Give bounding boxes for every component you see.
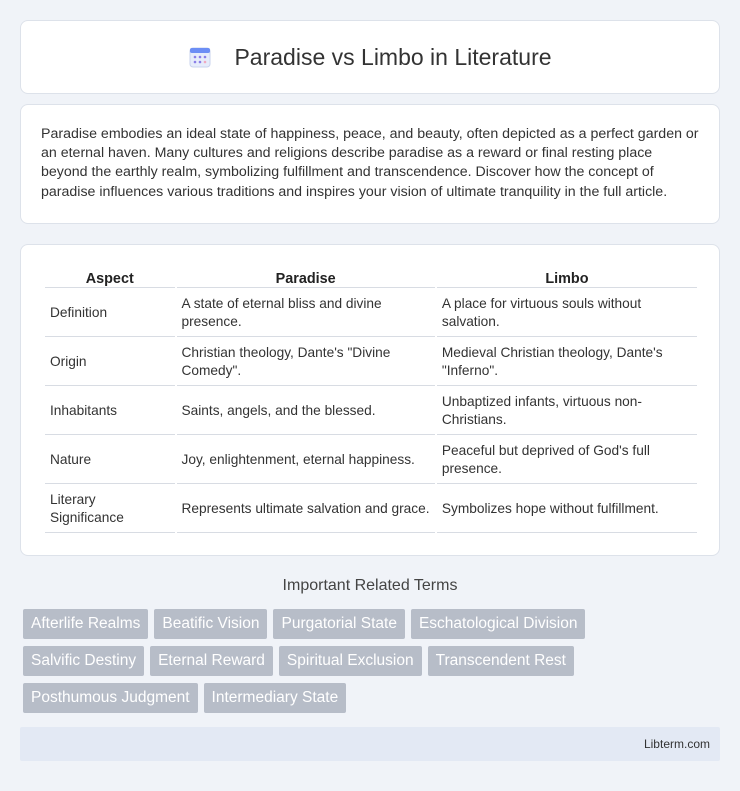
comparison-card (20, 244, 720, 556)
footer (20, 727, 720, 761)
related-terms-heading: Important Related Terms (282, 577, 458, 594)
related-terms-list (23, 609, 723, 720)
table-cell: Literary Significance (45, 486, 175, 533)
table-cell: Unbaptized infants, virtuous non-Christians. (437, 388, 697, 435)
tag-posthumous-judgment[interactable]: Posthumous Judgment (23, 683, 198, 713)
tag-afterlife-realms[interactable]: Afterlife Realms (23, 609, 148, 639)
table-row (45, 290, 697, 337)
tag-transcendent-rest[interactable]: Transcendent Rest (428, 646, 574, 676)
table-cell: Origin (45, 339, 175, 386)
table-cell: Nature (45, 437, 175, 484)
page-title: Paradise vs Limbo in Literature (234, 43, 552, 70)
comparison-table (43, 266, 699, 535)
tag-spiritual-exclusion[interactable]: Spiritual Exclusion (279, 646, 422, 676)
title-card (20, 20, 720, 94)
table-cell: Symbolizes hope without fulfillment. (437, 486, 697, 533)
intro-card (20, 104, 720, 224)
table-cell: Christian theology, Dante's "Divine Comedy". (177, 339, 435, 386)
tag-eternal-reward[interactable]: Eternal Reward (150, 646, 273, 676)
table-cell: Joy, enlightenment, eternal happiness. (177, 437, 435, 484)
footer-site-link[interactable]: Libterm.com (643, 737, 710, 751)
tag-row (23, 609, 723, 639)
intro-text: Paradise embodies an ideal state of happiness, peace, and beauty, often depicted as a perfect garden or an eternal haven. Many cultures and religions describe paradise as a reward or final resting place beyond the earthly realm, symbolizing fulfillment and transcendence. Discover how the concept of paradise influences various traditions and inspires your vision of ultimate tranquility in the full article. (41, 126, 699, 200)
table-row (45, 486, 697, 533)
tag-beatific-vision[interactable]: Beatific Vision (154, 609, 267, 639)
table-cell: A state of eternal bliss and divine presence. (177, 290, 435, 337)
column-header-aspect: Aspect (45, 268, 175, 288)
table-cell: Peaceful but deprived of God's full presence. (437, 437, 697, 484)
table-row (45, 388, 697, 435)
table-cell: Represents ultimate salvation and grace. (177, 486, 435, 533)
table-header-row (45, 268, 697, 288)
table-cell: Saints, angels, and the blessed. (177, 388, 435, 435)
table-cell: Definition (45, 290, 175, 337)
tag-purgatorial-state[interactable]: Purgatorial State (273, 609, 404, 639)
table-cell: Medieval Christian theology, Dante's "Inferno". (437, 339, 697, 386)
table-cell: Inhabitants (45, 388, 175, 435)
table-cell: A place for virtuous souls without salvation. (437, 290, 697, 337)
tag-row (23, 646, 723, 676)
tag-intermediary-state[interactable]: Intermediary State (204, 683, 347, 713)
table-row (45, 437, 697, 484)
tag-row (23, 683, 723, 713)
column-header-limbo: Limbo (437, 268, 697, 288)
tag-salvific-destiny[interactable]: Salvific Destiny (23, 646, 144, 676)
calendar-grid-icon (188, 45, 212, 69)
tag-eschatological-division[interactable]: Eschatological Division (411, 609, 586, 639)
column-header-paradise: Paradise (177, 268, 435, 288)
table-row (45, 339, 697, 386)
